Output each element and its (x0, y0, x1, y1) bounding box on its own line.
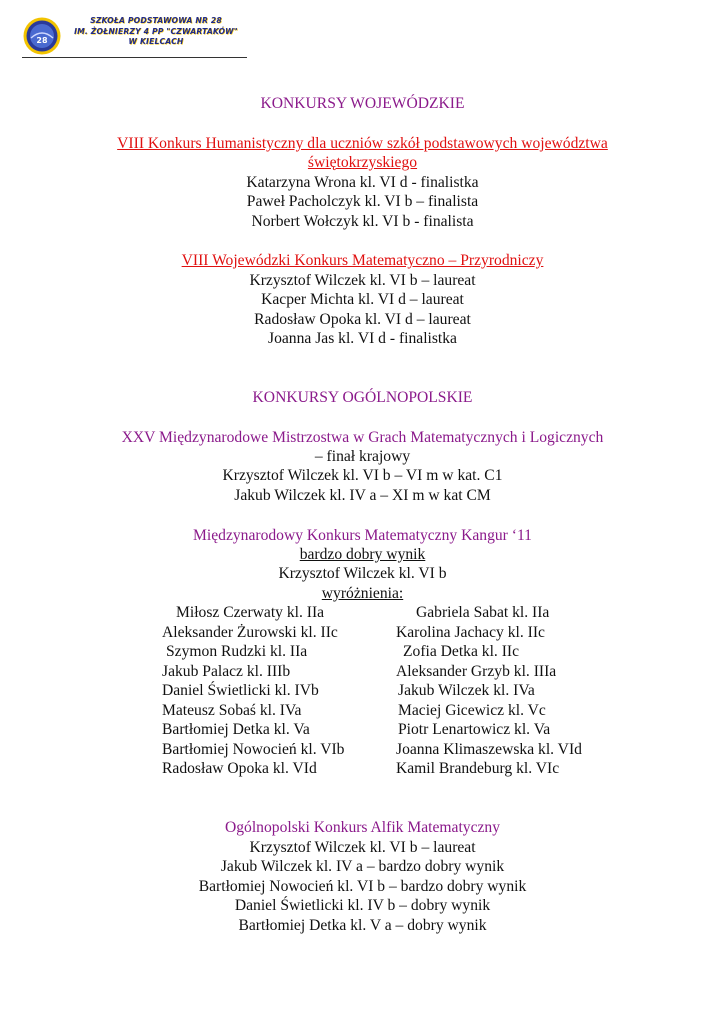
list-item: Mateusz Sobaś kl. IVa (162, 702, 302, 719)
competition-subtitle: – finał krajowy (314, 448, 411, 465)
result-line: Krzysztof Wilczek kl. VI b – laureat (249, 272, 476, 289)
list-item: Daniel Świetlicki kl. IVb (162, 682, 319, 699)
result-line: Joanna Jas kl. VI d - finalistka (268, 330, 457, 347)
result-line: Krzysztof Wilczek kl. VI b (278, 565, 447, 582)
result-line: Katarzyna Wrona kl. VI d - finalistka (246, 174, 479, 191)
list-item: Radosław Opoka kl. VId (162, 760, 317, 777)
list-item: Karolina Jachacy kl. IIc (396, 624, 545, 641)
list-item: Bartłomiej Detka kl. Va (162, 721, 310, 738)
logo-number: 28 (36, 36, 48, 45)
school-header (22, 14, 248, 60)
school-logo-icon (22, 16, 62, 56)
result-line: Bartłomiej Nowocień kl. VI b – bardzo dobry wynik (198, 878, 527, 895)
list-item: Aleksander Grzyb kl. IIIa (396, 663, 557, 680)
result-line: Krzysztof Wilczek kl. VI b – laureat (249, 839, 476, 856)
award-label: wyróżnienia: (321, 585, 404, 602)
section-heading-ogolnopolskie: KONKURSY OGÓLNOPOLSKIE (252, 389, 473, 406)
result-line: Jakub Wilczek kl. IV a – XI m w kat CM (234, 487, 491, 504)
competition-title: Ogólnopolski Konkurs Alfik Matematyczny (224, 819, 501, 836)
header-divider (22, 57, 247, 58)
list-item: Jakub Wilczek kl. IVa (398, 682, 535, 699)
list-item: Kamil Brandeburg kl. VIc (396, 760, 560, 777)
list-item: Aleksander Żurowski kl. IIc (162, 624, 338, 641)
competition-title: świętokrzyskiego (307, 154, 418, 171)
list-item: Gabriela Sabat kl. IIa (416, 604, 550, 621)
result-line: Daniel Świetlicki kl. IV b – dobry wynik (234, 897, 491, 914)
result-line: Radosław Opoka kl. VI d – laureat (254, 311, 471, 328)
result-line: Norbert Wołczyk kl. VI b - finalista (251, 213, 474, 230)
school-name-line: IM. ŻOŁNIERZY 4 PP "CZWARTAKÓW" (74, 26, 238, 36)
list-item: Miłosz Czerwaty kl. IIa (176, 604, 325, 621)
competition-title: VIII Konkurs Humanistyczny dla uczniów szkół podstawowych województwa (117, 135, 608, 152)
list-item: Zofia Detka kl. IIc (403, 643, 520, 660)
school-name-line: W KIELCACH (128, 37, 184, 46)
result-line: Bartłomiej Detka kl. V a – dobry wynik (238, 917, 487, 934)
competition-title: Międzynarodowy Konkurs Matematyczny Kangur ‘11 (193, 527, 532, 544)
result-line: Kacper Michta kl. VI d – laureat (261, 291, 464, 308)
section-heading-wojewodzkie: KONKURSY WOJEWÓDZKIE (260, 95, 465, 112)
competition-title: VIII Wojewódzki Konkurs Matematyczno – Przyrodniczy (181, 252, 544, 269)
list-item: Szymon Rudzki kl. IIa (166, 643, 308, 660)
school-name-line: SZKOŁA PODSTAWOWA NR 28 (90, 16, 222, 25)
list-item: Jakub Palacz kl. IIIb (162, 663, 291, 680)
list-item: Maciej Gicewicz kl. Vc (398, 702, 546, 719)
list-item: Bartłomiej Nowocień kl. VIb (162, 741, 345, 758)
result-line: Jakub Wilczek kl. IV a – bardzo dobry wynik (220, 858, 505, 875)
list-item: Joanna Klimaszewska kl. VId (396, 741, 582, 758)
result-line: Krzysztof Wilczek kl. VI b – VI m w kat. C1 (222, 467, 503, 484)
competition-title: XXV Międzynarodowe Mistrzostwa w Grach Matematycznych i Logicznych (121, 429, 604, 446)
list-item: Piotr Lenartowicz kl. Va (398, 721, 551, 738)
school-name (66, 16, 246, 48)
result-line: Paweł Pacholczyk kl. VI b – finalista (246, 193, 479, 210)
award-label: bardzo dobry wynik (299, 546, 426, 563)
